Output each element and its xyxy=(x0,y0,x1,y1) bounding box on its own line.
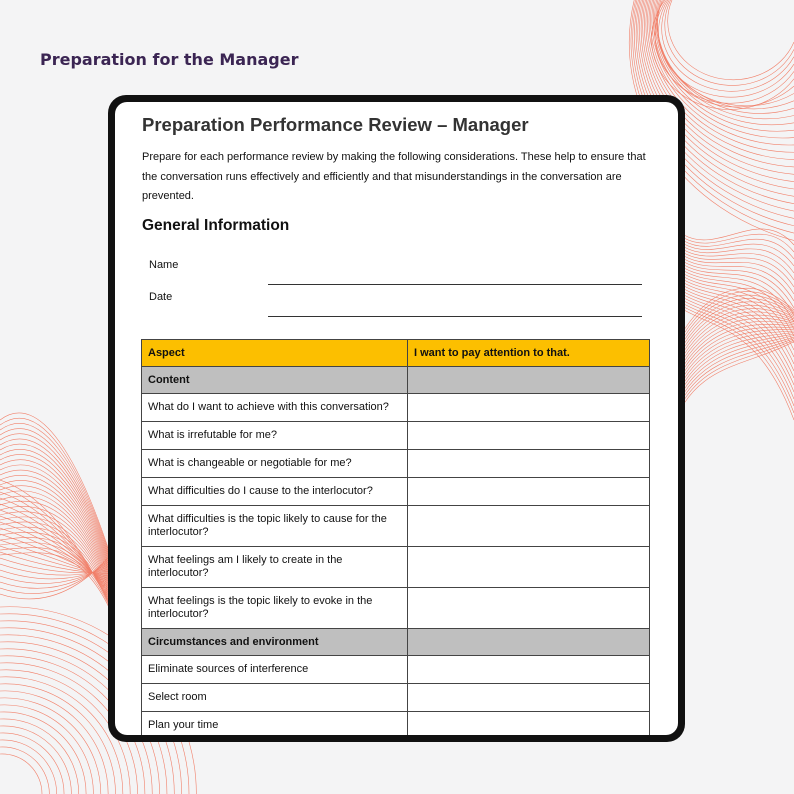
wave-line xyxy=(684,336,794,390)
wave-line xyxy=(658,0,794,97)
wave-line xyxy=(0,517,112,600)
attention-cell[interactable] xyxy=(408,547,650,588)
wave-pattern-right xyxy=(684,229,794,420)
attention-cell[interactable] xyxy=(408,422,650,450)
wave-line xyxy=(684,333,794,383)
aspect-cell: Plan your time xyxy=(142,712,408,736)
wave-line xyxy=(0,733,64,794)
document-page xyxy=(115,102,678,735)
table-row xyxy=(142,684,650,712)
section-blank-cell xyxy=(408,367,650,394)
table-row xyxy=(142,588,650,629)
aspect-cell: What is irrefutable for me? xyxy=(142,422,408,450)
aspect-cell: Select room xyxy=(142,684,408,712)
table-row xyxy=(142,394,650,422)
wave-line xyxy=(684,268,794,322)
wave-line xyxy=(0,705,93,794)
aspect-cell: What difficulties is the topic likely to cause for the interlocutor? xyxy=(142,506,408,547)
name-label: Name xyxy=(149,259,179,271)
attention-cell[interactable] xyxy=(408,656,650,684)
table-row xyxy=(142,547,650,588)
wave-pattern-left xyxy=(0,413,112,614)
wave-line xyxy=(0,698,101,794)
date-label: Date xyxy=(149,291,173,303)
aspect-cell: What difficulties do I cause to the interlocutor? xyxy=(142,478,408,506)
wave-line xyxy=(0,712,86,794)
wave-line xyxy=(684,310,794,420)
wave-line xyxy=(684,253,794,287)
aspect-cell: What is changeable or negotiable for me? xyxy=(142,450,408,478)
wave-line xyxy=(684,342,794,404)
wave-line xyxy=(657,0,794,109)
section-blank-cell xyxy=(408,629,650,656)
wave-line xyxy=(652,0,794,109)
wave-line xyxy=(662,0,794,91)
aspect-cell: Eliminate sources of interference xyxy=(142,656,408,684)
wave-line xyxy=(684,259,794,301)
aspect-cell: What feelings is the topic likely to evoke in the interlocutor? xyxy=(142,588,408,629)
attention-cell[interactable] xyxy=(408,506,650,547)
section-title: Circumstances and environment xyxy=(142,629,408,656)
document-title: Preparation Performance Review – Manager xyxy=(142,114,529,135)
date-field[interactable] xyxy=(268,316,642,317)
attention-cell[interactable] xyxy=(408,588,650,629)
wave-line xyxy=(0,418,112,562)
attention-cell[interactable] xyxy=(408,394,650,422)
section-row-circumstances xyxy=(142,629,650,656)
wave-line xyxy=(0,740,57,794)
table-row xyxy=(142,656,650,684)
document-intro: Prepare for each performance review by making the following considerations. These help to ensure that the conversation runs effectively and efficiently and that misunderstandings in the conversation are prevented. xyxy=(142,151,646,202)
wave-line xyxy=(0,492,112,604)
table-row xyxy=(142,478,650,506)
section-heading-general-information: General Information xyxy=(142,217,290,234)
column-header-aspect: Aspect xyxy=(142,340,408,367)
wave-line xyxy=(0,754,42,794)
page-heading: Preparation for the Manager xyxy=(40,50,299,69)
attention-cell[interactable] xyxy=(408,712,650,736)
name-field[interactable] xyxy=(268,284,642,285)
table-header-row xyxy=(142,340,650,367)
table-row xyxy=(142,450,650,478)
wave-line xyxy=(665,0,794,85)
table-row xyxy=(142,712,650,736)
wave-line xyxy=(0,726,71,794)
table-row xyxy=(142,422,650,450)
table-row xyxy=(142,506,650,547)
wave-line xyxy=(657,0,794,113)
aspect-cell: What do I want to achieve with this conversation? xyxy=(142,394,408,422)
attention-cell[interactable] xyxy=(408,478,650,506)
attention-cell[interactable] xyxy=(408,684,650,712)
wave-line xyxy=(0,439,112,570)
review-table xyxy=(141,339,650,735)
wave-line xyxy=(0,444,112,572)
attention-cell[interactable] xyxy=(408,450,650,478)
aspect-cell: What feelings am I likely to create in the interlocutor? xyxy=(142,547,408,588)
section-row-content xyxy=(142,367,650,394)
wave-line xyxy=(668,0,794,80)
wave-line xyxy=(684,247,794,273)
wave-line xyxy=(684,304,794,406)
section-title: Content xyxy=(142,367,408,394)
wave-line xyxy=(0,553,112,614)
column-header-attention: I want to pay attention to that. xyxy=(408,340,650,367)
